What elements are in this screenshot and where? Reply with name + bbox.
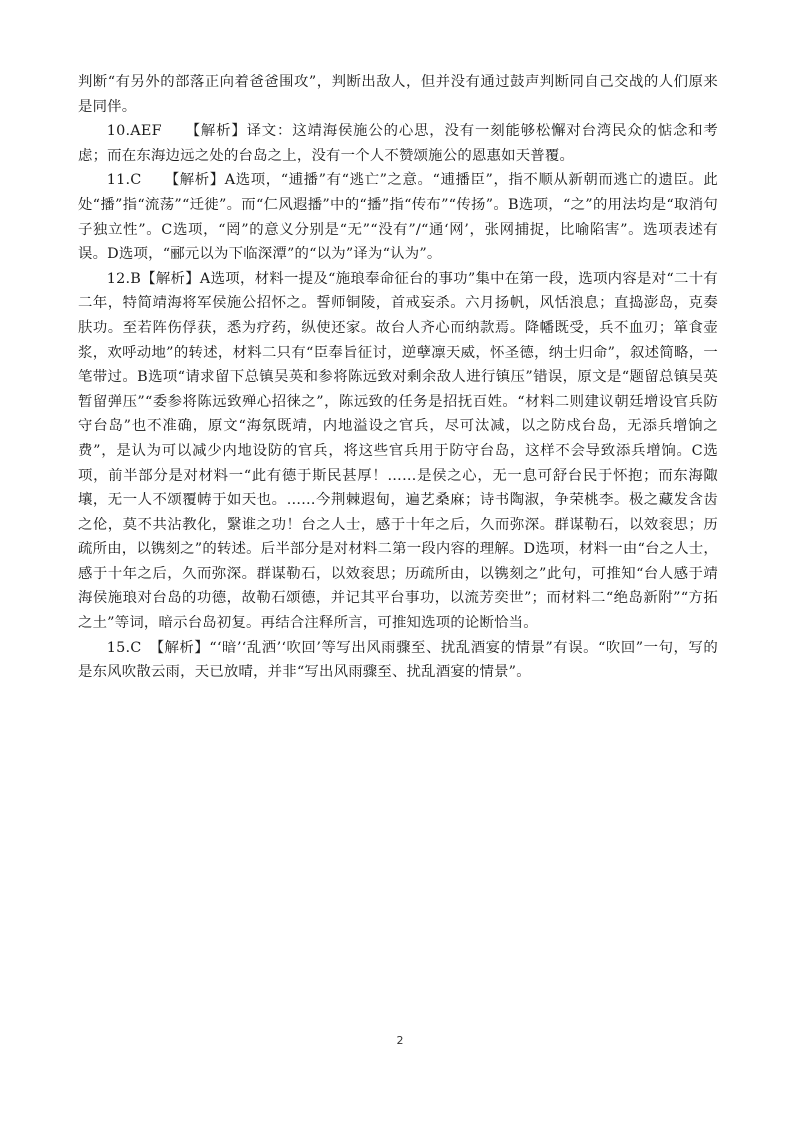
paragraph-text: A选项，材料一提及“施琅奉命征台的事功”集中在第一段，选项内容是对“二十有二年，特简靖海将军侯施公招怀之。誓师铜陵，首戒妄杀。六月扬帆，风恬浪息；直捣澎岛，克奏肤功。至若阵伤俘获，悉为疗药，纵使还家。故台人齐心而纳款焉。降幡既受，兵不血刃；箪食壶浆，欢呼动地”的转述，材料二只有“臣奉旨征讨，逆孽凛天威，怀圣德，纳士归命”，叙述简略，一笔带过。B选项“请求留下总镇吴英和参将陈远致对剩余敌人进行镇压”错误，原文是“题留总镇吴英暂留弹压”“委参将陈远致殚心招徕之”，陈远致的任务是招抚百姓。“材料二则建议朝廷增设官兵防守台岛”也不准确，原文“海氛既靖，内地溢设之官兵，尽可汰减，以之防戍台岛，无添兵增饷之费”，是认为可以减少内地设防的官兵，将这些官兵用于防守台岛，这样不会导致添兵增饷。C选项，前半部分是对材料一“此有德于斯民甚厚！……是侯之心，无一息可舒台民于怀抱；而东海陬壤，无一人不颂覆帱于如天也。……今荆棘遐甸，遍艺桑麻；诗书陶淑，争荣桃李。极之藏发含齿之伦，莫不共沾教化，繄谁之功！台之人士，感于十年之后，久而弥深。群谋勒石，以效衮思；历疏所由，以镌刻之”的转述。后半部分是对材料二第一段内容的理解。D选项，材料一由“台之人士，感于十年之后，久而弥深。群谋勒石，以效衮思；历疏所由，以镌刻之”此句，可推知“台人感于靖海侯施琅对台岛的功德，故勒石颂德，并记其平台事功，以流芳奕世”；而材料二“绝岛新附”“方拓之土”等词，暗示台岛初复。再结合注释所言，可推知选项的论断恰当。 — [78, 270, 718, 632]
answer-explanations — [78, 70, 718, 685]
paragraph-text: A选项，“逋播”有“逃亡”之意。“逋播臣”，指不顺从新朝而逃亡的遗臣。此处“播”指“流荡”“迁徙”。而“仁风遐播”中的“播”指“传布”“传扬”。B选项，“之”的用法均是“取消句子独立性”。C选项，“罔”的意义分别是“无”“没有”/“通‘网’，张网捕捉，比喻陷害”。选项表述有误。D选项，“郦元以为下临深潭”的“以为”译为“认为”。 — [78, 172, 718, 263]
paragraph-text: “‘暗’‘乱洒’‘吹回’等写出风雨骤至、扰乱酒宴的情景”有误。“吹回”一句，写的是东风吹散云雨，天已放晴，并非“写出风雨骤至、扰乱酒宴的情景”。 — [78, 639, 718, 681]
analysis-tag: 【解析】 — [141, 270, 200, 287]
question-number: 11.C — [106, 172, 172, 189]
paragraph-question-12 — [78, 267, 718, 636]
question-number: 12.B — [106, 270, 142, 287]
paragraph-question-15 — [78, 636, 718, 685]
analysis-tag: 【解析】 — [156, 639, 210, 656]
paragraph-question-10 — [78, 119, 718, 168]
paragraph-text: 译文：这靖海侯施公的心思，没有一刻能够松懈对台湾民众的惦念和考虑；而在东海边远之处的台岛之上，没有一个人不赞颂施公的恩惠如天普覆。 — [78, 123, 718, 164]
paragraph-question-11 — [78, 168, 718, 266]
paragraph-continuation — [78, 70, 718, 119]
analysis-tag: 【解析】 — [171, 172, 225, 189]
question-number: 15.C — [106, 639, 157, 656]
analysis-tag: 【解析】 — [192, 123, 247, 140]
page-number: 2 — [396, 1034, 404, 1047]
paragraph-text: 判断“有另外的部落正向着爸爸围攻”，判断出敌人，但并没有通过鼓声判断同自己交战的人们原来是同伴。 — [78, 74, 718, 115]
question-number: 10.AEF — [106, 123, 193, 140]
